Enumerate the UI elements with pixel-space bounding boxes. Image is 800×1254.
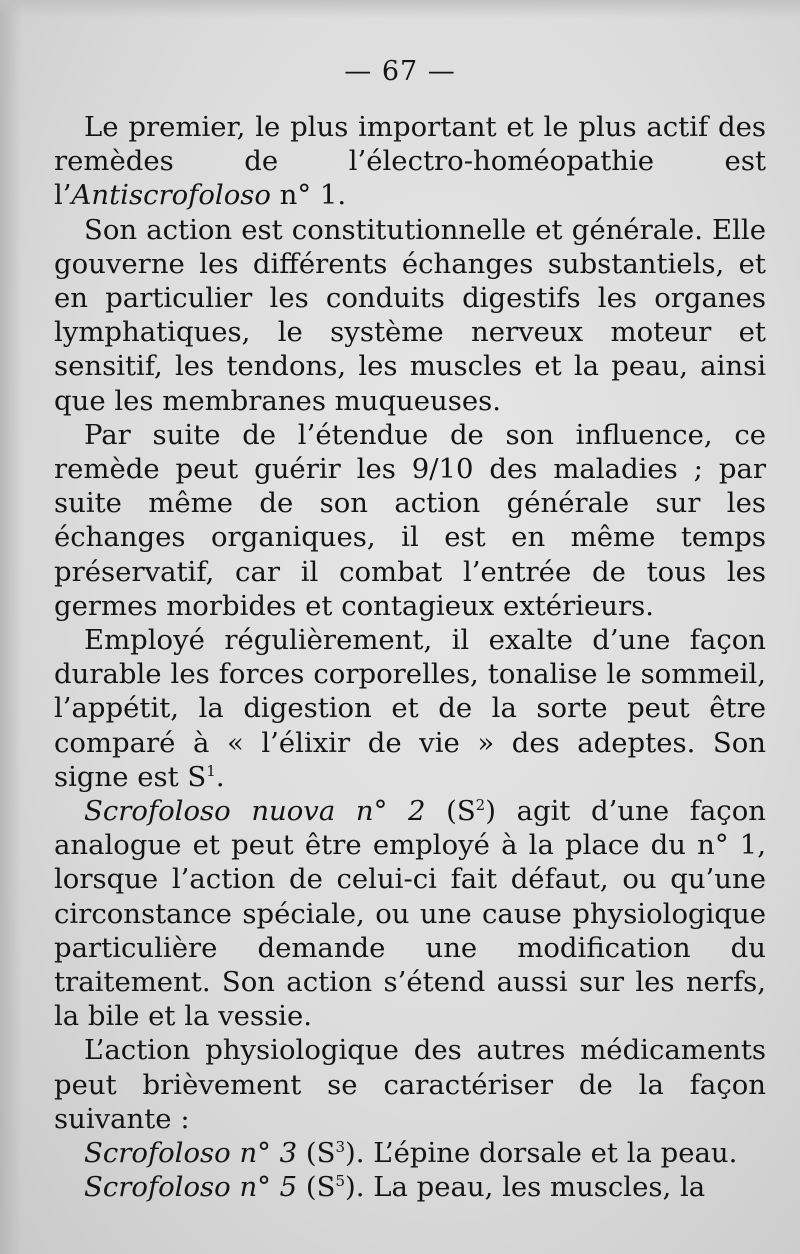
paragraph-5 — [54, 794, 766, 1033]
sign-open: (S — [297, 1137, 336, 1170]
sign-superscript: 3 — [335, 1137, 345, 1156]
paragraph-8-text: ). La peau, les muscles, la — [345, 1171, 706, 1204]
sign-superscript: 2 — [475, 795, 486, 814]
body-text — [54, 110, 766, 1205]
page-number: — 67 — — [344, 56, 456, 87]
remedy-name-scrofoloso-5: Scrofoloso n° 5 — [84, 1171, 298, 1204]
sign-superscript: 1 — [206, 761, 216, 780]
remedy-name-antiscrofoloso: Antiscrofoloso — [71, 179, 271, 212]
sign-superscript: 5 — [335, 1172, 345, 1191]
remedy-name-scrofoloso-nuova-2: Scrofoloso nuova n° 2 — [84, 795, 426, 828]
paragraph-4 — [54, 623, 766, 794]
paragraph-1-text: Le premier, le plus important et le plus actif des remèdes de l’électro-homéopathie est l’ — [54, 111, 766, 212]
paragraph-8 — [54, 1170, 766, 1204]
sign-open: (S — [425, 795, 476, 828]
paragraph-3: Par suite de l’étendue de son influence, ce remède peut guérir les 9/10 des maladies ; par suite même de son action générale sur les échanges organiques, il est en même temps préservatif, car il combat l’entrée de tous les germes morbides et contagieux extérieurs. — [54, 418, 766, 622]
paragraph-2: Son action est constitutionnelle et générale. Elle gouverne les différents échanges substantiels, et en particulier les conduits digestifs les organes lymphatiques, le système nerveux moteur et sensitif, les tendons, les muscles et la peau, ainsi que les membranes muqueuses. — [54, 213, 766, 417]
remedy-name-scrofoloso-3: Scrofoloso n° 3 — [84, 1137, 298, 1170]
paragraph-4-end: . — [215, 760, 225, 793]
sign-open: (S — [297, 1171, 336, 1204]
paragraph-1 — [54, 110, 766, 213]
paragraph-7-text: ). L’épine dorsale et la peau. — [345, 1137, 738, 1170]
paragraph-1-end: n° 1. — [270, 179, 347, 212]
paragraph-6: L’action physiologique des autres médicaments peut brièvement se caractériser de la façon suivante : — [54, 1034, 766, 1135]
page-shadow-top — [0, 0, 800, 18]
paragraph-7 — [54, 1136, 766, 1170]
paragraph-4-text: Employé régulièrement, il exalte d’une façon durable les forces corporelles, tonalise le sommeil, l’appétit, la digestion et de la sorte peut être comparé à « l’élixir de vie » des adeptes. Son signe est S — [54, 624, 766, 793]
page-shadow-left — [0, 0, 22, 1254]
paragraph-5-text: ) agit d’une façon analogue et peut être employé à la place du n° 1, lorsque l’action de celui-ci fait défaut, ou qu’une circonstance spéciale, ou une cause physiologique particulière demande une modification du traitement. Son action s’étend aussi sur les nerfs, la bile et la vessie. — [54, 795, 766, 1033]
